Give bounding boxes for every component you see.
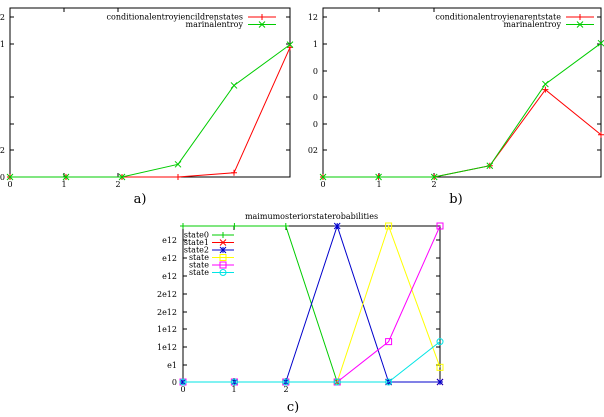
legend-marker	[220, 232, 226, 238]
x-tick-label: 2	[431, 180, 437, 189]
data-point	[334, 223, 340, 229]
y-tick-label: 1	[312, 40, 318, 49]
y-tick-label: 0	[0, 173, 5, 182]
y-tick-label: 1e12	[156, 325, 177, 334]
legend	[107, 13, 276, 30]
data-point	[231, 223, 237, 229]
legend-label: state0	[183, 230, 209, 240]
y-tick-label: 02	[307, 146, 318, 155]
y-tick-label: 1	[0, 40, 5, 49]
chart-1	[0, 8, 293, 207]
y-tick-label: e1	[167, 361, 177, 370]
x-tick-label: 2	[283, 385, 289, 394]
y-tick-label: e12	[162, 236, 177, 245]
legend-label: state	[188, 268, 209, 277]
y-tick-label: 12	[307, 13, 318, 22]
data-point	[231, 82, 237, 88]
y-tick-label: 2	[0, 146, 5, 155]
series-2	[320, 40, 604, 180]
series-line	[183, 342, 440, 382]
series-1	[7, 44, 293, 180]
x-tick-label: 0	[320, 180, 326, 189]
y-tick-label: 0	[312, 120, 318, 129]
y-tick-label: 2e12	[156, 290, 177, 299]
data-point	[287, 44, 293, 50]
chart-caption: a)	[133, 192, 147, 207]
legend-marker	[220, 247, 226, 253]
series-line	[323, 90, 601, 177]
series-1	[320, 87, 604, 180]
series-line	[183, 226, 440, 382]
legend-label: marinalentroy	[185, 20, 243, 29]
y-tick-label: 0	[312, 93, 318, 102]
series-2	[7, 42, 293, 180]
series-line	[10, 45, 290, 177]
plot-frame	[10, 8, 290, 177]
data-point	[175, 174, 181, 180]
y-tick-label: 2	[0, 13, 5, 22]
data-point	[231, 170, 237, 176]
y-tick-label: e12	[162, 272, 177, 281]
legend-label: conditionalentroyienarentstate	[435, 12, 561, 22]
x-tick-label: 1	[61, 180, 67, 189]
chart-caption: c)	[286, 400, 300, 415]
legend	[435, 13, 594, 30]
data-point	[542, 81, 548, 87]
y-tick-label: 1e12	[156, 343, 177, 352]
data-point	[283, 223, 289, 229]
x-tick-label: 1	[231, 385, 237, 394]
x-tick-label: 1	[376, 180, 382, 189]
y-tick-label: 2e12	[156, 308, 177, 317]
legend-label: conditionalentroyiencildrenstates	[106, 12, 243, 22]
legend-label: marinalentroy	[503, 20, 561, 29]
chart-caption: b)	[449, 192, 463, 207]
series-6	[180, 339, 443, 385]
series-line	[10, 47, 290, 177]
legend	[184, 231, 234, 278]
y-tick-label: 0	[171, 378, 177, 387]
data-point	[180, 223, 186, 229]
chart-2	[308, 8, 604, 207]
y-tick-label: e12	[162, 254, 177, 263]
data-point	[437, 379, 443, 385]
legend-label: state1	[183, 238, 209, 247]
legend-marker	[259, 14, 265, 20]
legend-marker	[577, 14, 583, 20]
legend-label: state	[188, 260, 209, 270]
chart-title: maimumosteriorstaterobabilities	[244, 212, 379, 221]
chart-3	[157, 212, 443, 415]
y-tick-label: 0	[312, 67, 318, 76]
legend-label: state2	[183, 245, 209, 255]
plot-frame	[323, 8, 601, 177]
series-line	[323, 43, 601, 177]
x-tick-label: 0	[180, 385, 186, 394]
series-3	[180, 223, 443, 385]
legend-label: state	[188, 253, 209, 262]
x-tick-label: 2	[115, 180, 121, 189]
x-tick-label: 0	[7, 180, 13, 189]
